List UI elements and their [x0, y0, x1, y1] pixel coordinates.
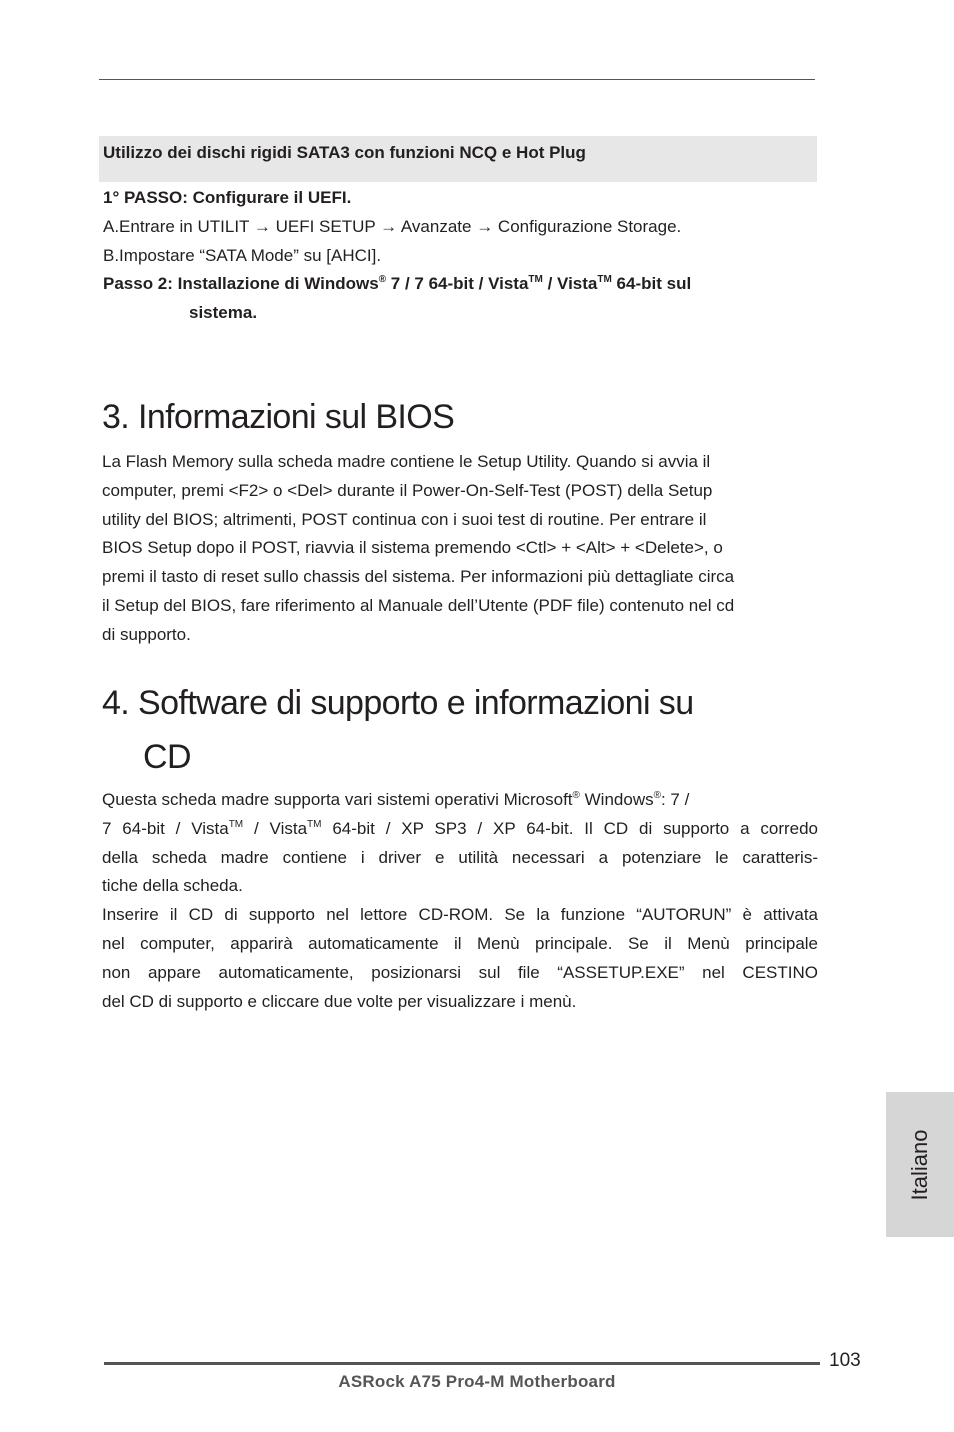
bios-line: La Flash Memory sulla scheda madre contiene le Setup Utility. Quando si avvia il	[102, 452, 711, 471]
software-line: del CD di supporto e cliccare due volte per visualizzare i menù.	[102, 991, 577, 1011]
software-line: Questa scheda madre supporta vari sistemi operativi Microsoft® Windows®: 7 /	[102, 790, 690, 809]
software-heading	[102, 683, 694, 777]
bios-line: di supporto.	[102, 624, 191, 644]
software-line: 7 64-bit / Vista™ / Vista™ 64-bit / XP SP3 / XP 64-bit. Il CD di supporto a corredo	[102, 818, 819, 838]
software-heading-line1: 4. Software di supporto e informazioni su	[102, 684, 694, 722]
step1-instruction-a: A.Entrare in UTILIT → UEFI SETUP → Avanzate → Configurazione Storage.	[103, 217, 682, 236]
software-heading-line2: CD	[143, 738, 191, 776]
language-label: Italiano	[907, 1129, 932, 1200]
software-line: nel computer, apparirà automaticamente il Menù principale. Se il Menù principale	[102, 933, 818, 953]
footer-title: ASRock A75 Pro4-M Motherboard	[338, 1372, 616, 1391]
sata-header-title: Utilizzo dei dischi rigidi SATA3 con funzioni NCQ e Hot Plug	[103, 143, 586, 162]
step1-title: 1° PASSO: Configurare il UEFI.	[103, 188, 352, 207]
bottom-rule	[104, 1362, 820, 1365]
step1-instruction-b: B.Impostare “SATA Mode” su [AHCI].	[103, 246, 382, 265]
language-side-tab	[886, 1092, 954, 1237]
bios-line: computer, premi <F2> o <Del> durante il Power-On-Self-Test (POST) della Setup	[102, 480, 713, 500]
bios-paragraph	[102, 448, 818, 650]
software-paragraph	[102, 786, 818, 1016]
software-line: della scheda madre contiene i driver e utilità necessari a potenziare le caratteris-	[102, 847, 818, 867]
top-rule	[99, 79, 815, 80]
step2-continuation: sistema.	[189, 303, 258, 322]
software-line: tiche della scheda.	[102, 876, 243, 896]
bios-line: premi il tasto di reset sullo chassis del sistema. Per informazioni più dettagliate circa	[102, 567, 735, 587]
software-line: Inserire il CD di supporto nel lettore CD-ROM. Se la funzione “AUTORUN” è attivata	[102, 905, 818, 925]
bios-line: BIOS Setup dopo il POST, riavvia il sistema premendo <Ctl> + <Alt> + <Delete>, o	[102, 538, 723, 558]
step2-title: Passo 2: Installazione di Windows® 7 / 7 64-bit / Vista™ / Vista™ 64-bit sul	[103, 274, 692, 293]
software-line: non appare automaticamente, posizionarsi sul file “ASSETUP.EXE” nel CESTINO	[102, 962, 818, 982]
bios-line: utility del BIOS; altrimenti, POST continua con i suoi test di routine. Per entrare il	[102, 509, 707, 529]
bios-line: il Setup del BIOS, fare riferimento al Manuale dell’Utente (PDF file) contenuto nel cd	[102, 595, 735, 615]
bios-heading: 3. Informazioni sul BIOS	[102, 398, 455, 436]
page-number: 103	[829, 1350, 861, 1371]
